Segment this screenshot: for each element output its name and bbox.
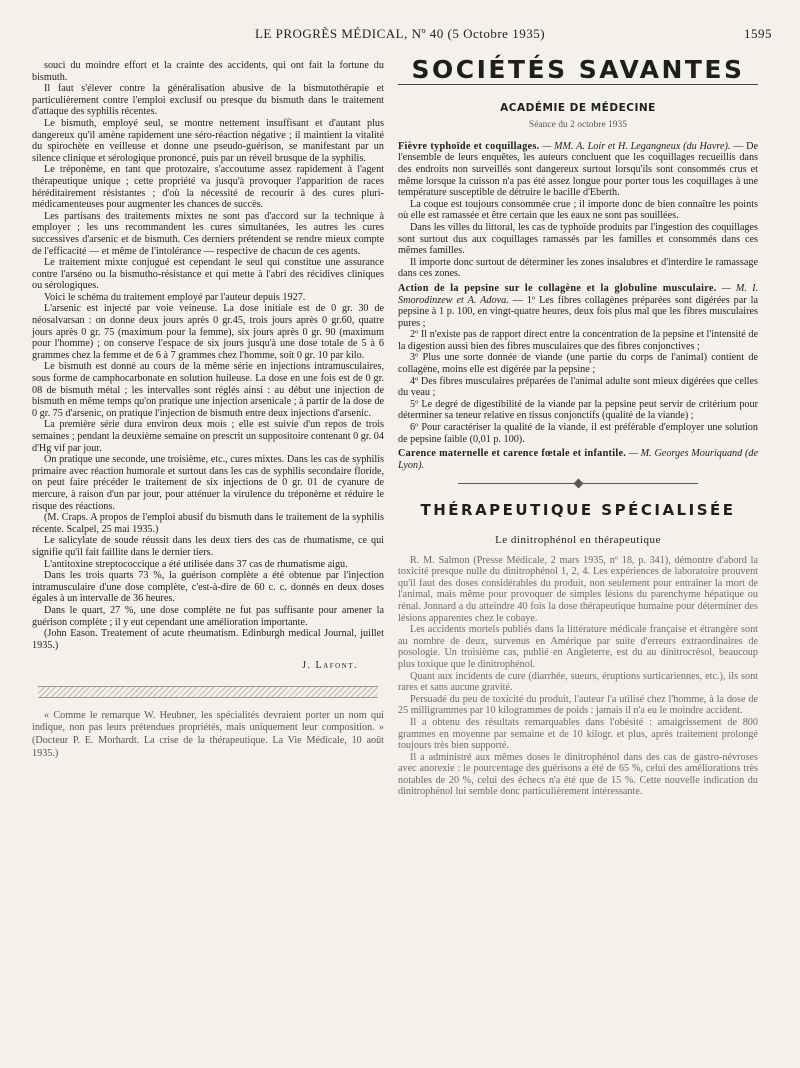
item-typhoide-paragraphs bbox=[398, 199, 758, 280]
left-article-paragraph: Le traitement mixte conjugué est cependant le seul qui constitue une assurance contre l'arséno ou la bismutho-résistance et qui mette à l'abri des récidives cliniques ou sérologiques. bbox=[32, 257, 384, 292]
item-typhoide-paragraph: La coque est toujours consommée crue ; il importe donc de bien connaître les points où elle est ramassée et être certain que les eaux ne sont pas souillées. bbox=[398, 198, 758, 222]
right-column bbox=[398, 55, 759, 798]
left-article-paragraph: Les partisans des traitements mixtes ne sont pas d'accord sur la technique à employer ; les uns recommandent les cures simultanées, les autres les cures successives d'arsenic et de bismuth. Ces derniers prétendent se rendre mieux compte de l'efficacité — et même de l'intolérance — respective de chacun de ces agents. bbox=[32, 210, 384, 257]
therapy-paragraph: Persuadé du peu de toxicité du produit, l'auteur l'a utilisé chez l'homme, à la dose de 25 milligrammes par 10 kilogrammes de poids : jamais il n'a eu le moindre accident. bbox=[398, 693, 758, 717]
item-pepsine-paragraph: 2º Il n'existe pas de rapport direct entre la concentration de la pepsine et l'intensité de la digestion aussi bien des fibres musculaires que des fibres conjonctives ; bbox=[398, 329, 758, 352]
left-article-paragraph: Dans les trois quarts 73 %, la guérison complète a été obtenue par l'injection intramusculaire d'une dose complète, c'est-à-dire de 60 c. c. donnés en deux doses égales à un intervalle de 36 heures. bbox=[32, 570, 384, 605]
item-pepsine-title: Action de la pepsine sur le collagène et la globuline musculaire. bbox=[398, 282, 717, 294]
academy-heading: ACADÉMIE DE MÉDECINE bbox=[500, 101, 656, 114]
left-article-paragraph: souci du moindre effort et la crainte des accidents, qui ont fait la fortune du bismuth. bbox=[32, 60, 384, 83]
left-column bbox=[32, 60, 384, 760]
footnote-text: « Comme le remarque W. Heubner, les spécialités devraient porter un nom qui indique, non pas leurs prétendues propriétés, mais uniquement leur composition. » (Docteur P. E. Morhardt. La crise de la thérapeutique. La Vie Médicale, 10 août 1935.) bbox=[32, 709, 384, 759]
hatched-separator bbox=[38, 686, 378, 698]
ornament-divider bbox=[458, 479, 698, 487]
left-article-paragraph: Le tréponème, en tant que protozaire, s'accoutume assez rapidement à l'agent thérapeutique unique ; cette propriété va jusqu'à provoquer l'apparition de races héréditairement résistantes ; d'où la nécessité de recourir à des cures pluri-médicamenteuses pour augmenter les chances de succès. bbox=[32, 164, 384, 211]
item-typhoide-title: Fièvre typhoïde et coquillages. bbox=[398, 140, 540, 152]
left-article-paragraph: L'arsenic est injecté par voie veineuse. La dose initiale est de 0 gr. 30 de néosalvarsan : on donne deux jours après 0 gr.45, trois jours après 0 gr.60, quatre jours après 0 gr. 75 (maximum pour la femme), six jours après 0 gr. 90 (maximum pour l'homme) ; on conserve l'espace de six jours jusqu'à une dose totale de 5 à 6 grammes chez la femme et de 6 à 7 grammes chez l'homme, soit 0 gr. 10 par kilo. bbox=[32, 303, 384, 361]
left-article-paragraph: Le salicylate de soude réussit dans les deux tiers des cas de rhumatisme, ce qui signifie qu'il fait faillite dans le dernier tiers. bbox=[32, 535, 384, 558]
item-pepsine-text: — 1º Les fibres collagènes préparées sont digérées par la pepsine à 1 p. 100, en vingt-quatre heures, deux fois plus mal que les fibres musculaires pures ; bbox=[398, 294, 758, 329]
left-article-paragraph: Il faut s'élever contre la généralisation abusive de la bismutothérapie et particulièrement contre l'emploi exclusif ou presque du bismuth dans le traitement d'attaque des syphilis récentes. bbox=[32, 83, 384, 118]
section-title-therapeutique: THÉRAPEUTIQUE SPÉCIALISÉE bbox=[420, 501, 736, 520]
left-article-paragraph: Voici le schéma du traitement employé par l'auteur depuis 1927. bbox=[44, 291, 306, 303]
therapy-paragraph: R. M. Salmon (Presse Médicale, 2 mars 1935, nº 18, p. 341), démontre d'abord la toxicité presque nulle du dinitrophénol 1, 2, 4. Les expériences de laboratoire prouvent qu'il faut des doses considérables du produit, non seulement pour entraîner la mort de l'animal, mais même pour provoquer de simples lésions du parenchyme hépatique ou rénal. Jonnard a du atteindre 40 fois la dose thérapeutique humaine pour déterminer des lésions apparentes chez le cobaye. bbox=[398, 554, 758, 624]
therapy-article bbox=[398, 555, 758, 798]
page-number: 1595 bbox=[744, 26, 772, 41]
item-carence bbox=[398, 448, 758, 471]
left-article-paragraph: Le bismuth est donné au cours de la même série en injections intramusculaires, sous forme de camphocarbonate en solution huileuse. La dose en une fois est de 0 gr. 08 de bismuth métal ; les intervalles sont réglés ainsi : au début une injection de bismuth en même temps qu'on pratique une injection arsenicale ; à partir de la dose de 0 gr. 75 d'arsenic, on pratique l'injection de bismuth entre deux injections d'arsenic. bbox=[32, 361, 384, 419]
running-title: LE PROGRÈS MÉDICAL, Nº 40 (5 Octobre 1935) bbox=[254, 26, 546, 41]
item-typhoide bbox=[398, 141, 758, 199]
item-pepsine-paragraph: 6º Pour caractériser la qualité de la viande, il est préférable d'employer une solution de pepsine faible (0,01 p. 100). bbox=[398, 422, 758, 445]
left-article-paragraph: L'antitoxine streptococcique a été utilisée dans 37 cas de rhumatisme aigu. bbox=[44, 558, 348, 570]
item-typhoide-authors: — MM. A. Loir et H. Legangneux (du Havre). bbox=[542, 140, 731, 152]
left-article-paragraph: La première série dura environ deux mois ; elle est suivie d'un repos de trois semaines ; pendant la deuxième semaine on prescrit un suppositoire contenant 0 gr. 04 d'Hg vif par jour. bbox=[32, 419, 384, 454]
item-pepsine-paragraph: 4º Des fibres musculaires préparées de l'animal adulte sont mieux digérées que celles du veau ; bbox=[398, 375, 758, 399]
subsection-title: Le dinitrophénol en thérapeutique bbox=[495, 534, 661, 546]
left-article-paragraph: Dans le quart, 27 %, une dose complète ne fut pas suffisante pour amener la guérison complète ; il y eut cependant une amélioration importante. bbox=[32, 604, 384, 628]
therapy-paragraph: Il a administré aux mêmes doses le dinitrophénol dans des cas de gastro-névroses avec anorexie : le pourcentage des guérisons a été de 65 %, celui des améliorations très notables de 20 %, celui des échecs n'a été que de 15 %. Cette nouvelle indication du dinitrophénol lui semble donc particulièrement intéressante. bbox=[398, 751, 758, 798]
left-article-paragraph: (John Eason. Treatement of acute rheumatism. Edinburgh medical Journal, juillet 1935.) bbox=[32, 628, 384, 651]
left-article-paragraph: (M. Craps. A propos de l'emploi abusif du bismuth dans le traitement de la syphilis récente. Scalpel, 25 mai 1935.) bbox=[32, 512, 384, 535]
therapy-paragraph: Il a obtenu des résultats remarquables dans l'obésité : amaigrissement de 800 grammes en moyenne par semaine et de 10 kilogr. et plus, après traitement prolongé toujours très bien supporté. bbox=[398, 716, 758, 752]
item-carence-authors: — M. Georges Mouriquand (de Lyon). bbox=[398, 448, 758, 471]
page-header bbox=[28, 26, 772, 46]
section-title-societes-savantes: SOCIÉTÉS SAVANTES bbox=[398, 64, 758, 85]
item-pepsine-paragraphs bbox=[398, 329, 758, 445]
item-carence-title: Carence maternelle et carence fœtale et infantile. bbox=[398, 448, 627, 460]
left-article-paragraph: Le bismuth, employé seul, se montre nettement insuffisant et d'autant plus dangereux qu'il amène rapidement une séro-réaction négative ; il maintient la vitalité du spirochète en veilleuse et donne une pseudo-guérison, se manifestant par un silence clinique et sérologique prononcé, puis par un réveil brusque de la syphilis. bbox=[32, 117, 384, 164]
item-typhoide-text: — De l'ensemble de leurs enquêtes, les auteurs concluent que les coquillages recueillis dans des endroits non surveillés sont dangereux surtout lorsqu'ils sont consommés crus et même lorsque la cuisson n'a pas été assez longue pour porter tous les coquillages à une température susceptible de détruire le bacille d'Eberth. bbox=[398, 140, 758, 199]
left-article bbox=[32, 60, 384, 651]
author-signature: J. Lafont. bbox=[302, 660, 358, 672]
therapy-paragraph: Quant aux incidents de cure (diarrhée, sueurs, éruptions surticariennes, etc.), ils sont rares et sans aucune gravité. bbox=[398, 670, 758, 694]
item-pepsine-paragraph: 5º Le degré de digestibilité de la viande par la pepsine peut servir de critérium pour déterminer sa teneur relative en tissus conjonctifs (qualité de la viande) ; bbox=[398, 398, 758, 422]
item-pepsine bbox=[398, 283, 758, 329]
item-pepsine-paragraph: 3º Plus une sorte donnée de viande (une partie du corps de l'animal) contient de collagène, moins elle est digérée par la pepsine ; bbox=[398, 352, 758, 376]
item-pepsine-authors: — M. I. Smorodinzew et A. Adova. bbox=[398, 282, 759, 306]
item-typhoide-paragraph: Il importe donc surtout de déterminer les zones insalubres et d'interdire le ramassage dans ces zones. bbox=[398, 256, 758, 280]
left-article-paragraph: On pratique une seconde, une troisième, etc., cures mixtes. Dans les cas de syphilis primaire avec réaction humorale et surtout dans les cas de syphilis secondaire floride, on peut faire précéder le traitement de six injections de 0 gr. 01 de cyanure de mercure, à raison d'un par jour, pour atténuer la virulence du tréponème et réduire le risque des réactions. bbox=[32, 454, 384, 512]
item-typhoide-paragraph: Dans les villes du littoral, les cas de typhoïde produits par l'ingestion des coquillages sont surtout dus aux coquillages ramassés par les familles et consommés dans ces mêmes familles. bbox=[398, 221, 758, 257]
therapy-paragraph: Les accidents mortels publiés dans la littérature médicale française et étrangère sont au nombre de deux, survenus en Amérique par suite d'erreurs extraordinaires de posologie. Un troisième cas, publié en Angleterre, est du au dinitrocrésol, beaucoup plus toxique que le dinitrophénol. bbox=[398, 624, 758, 670]
seance-date: Séance du 2 octobre 1935 bbox=[528, 120, 628, 131]
footnote-quote bbox=[32, 710, 384, 760]
